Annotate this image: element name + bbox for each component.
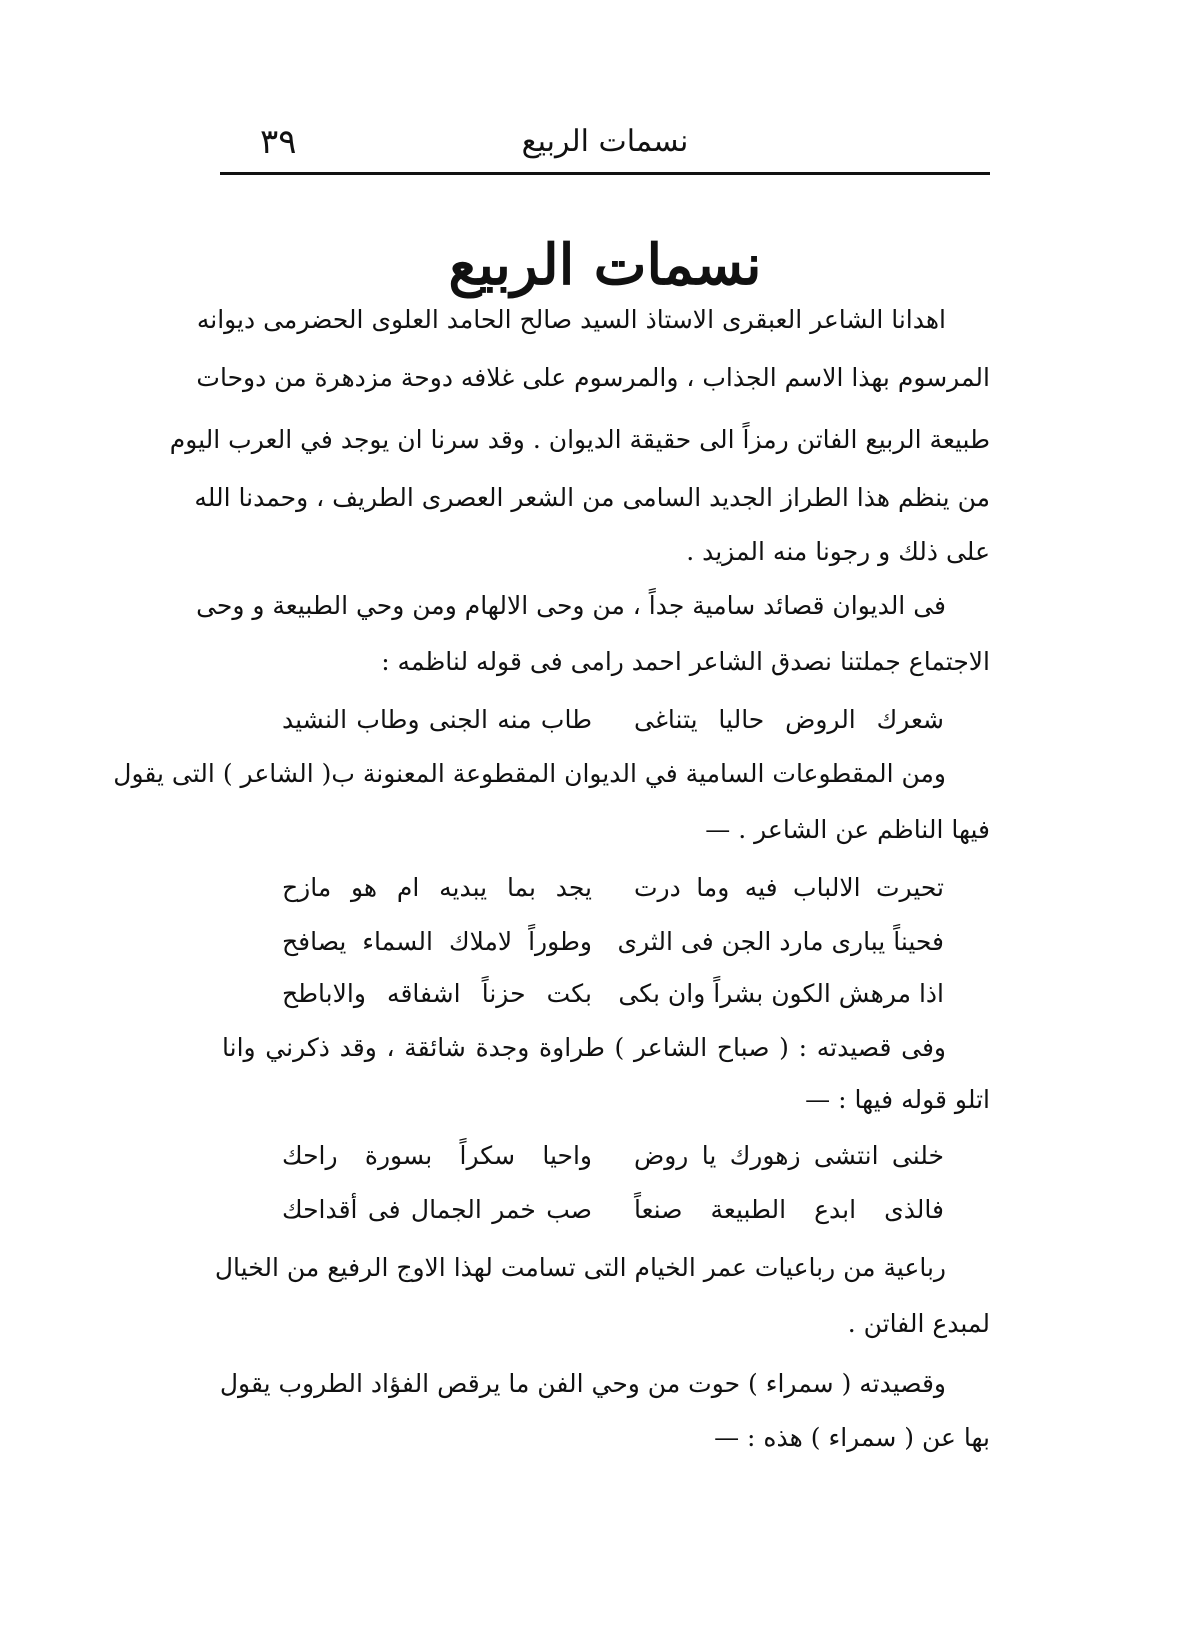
paragraph-2-line-2: الاجتماع جملتنا نصدق الشاعر احمد رامى فى قوله لناظمه : (381, 647, 990, 676)
verse-first-hemistich: فحيناً يبارى مارد الجن فى الثرى (617, 927, 944, 956)
verse-first-hemistich: فالذى ابدع الطبيعة صنعاً (634, 1195, 944, 1224)
page-number: ٣٩ (260, 122, 297, 162)
paragraph-2-line-1: فى الديوان قصائد سامية جداً ، من وحى الالهام ومن وحي الطبيعة و وحى (196, 591, 946, 620)
paragraph-5-line-2: لمبدع الفاتن . (847, 1309, 990, 1338)
verse-second-hemistich: واحيا سكراً بسورة راحك (282, 1141, 592, 1170)
verse-line (222, 1190, 990, 1230)
paragraph-1-line-3: طبيعة الربيع الفاتن رمزاً الى حقيقة الديوان . وقد سرنا ان يوجد في العرب اليوم (169, 425, 990, 454)
verse-first-hemistich: شعرك الروض حاليا يتناغى (634, 705, 944, 734)
paragraph-4-line-2: اتلو قوله فيها : — (805, 1085, 990, 1114)
header-rule (220, 172, 990, 175)
verse-first-hemistich: تحيرت الالباب فيه وما درت (634, 873, 944, 902)
paragraph-1-line-1: اهدانا الشاعر العبقرى الاستاذ السيد صالح الحامد العلوى الحضرمى ديوانه (196, 305, 946, 334)
article-title: نسمات الربيع (448, 232, 762, 298)
paragraph-6-line-1: وقصيدته ( سمراء ) حوت من وحي الفن ما يرقص الفؤاد الطروب يقول (219, 1369, 946, 1398)
running-head (220, 118, 990, 168)
paragraph-1-line-5: على ذلك و رجونا منه المزيد . (686, 537, 990, 566)
verse-line (222, 974, 990, 1014)
running-title: نسمات الربيع (521, 124, 689, 159)
paragraph-6-line-2: بها عن ( سمراء ) هذه : — (714, 1423, 990, 1452)
verse-second-hemistich: طاب منه الجنى وطاب النشيد (282, 705, 592, 734)
paragraph-4-line-1: وفى قصيدته : ( صباح الشاعر ) طراوة وجدة شائقة ، وقد ذكرني وانا (222, 1033, 946, 1062)
verse-first-hemistich: خلنى انتشى زهورك يا روض (634, 1141, 944, 1170)
verse-line (222, 922, 990, 962)
verse-line (222, 700, 990, 740)
verse-second-hemistich: صب خمر الجمال فى أقداحك (282, 1195, 592, 1224)
verse-second-hemistich: بكت حزناً اشفاقه والاباطح (282, 979, 592, 1008)
paragraph-5-line-1: رباعية من رباعيات عمر الخيام التى تسامت لهذا الاوج الرفيع من الخيال (214, 1253, 946, 1282)
paragraph-3-line-1: ومن المقطوعات السامية في الديوان المقطوعة المعنونة ب( الشاعر ) التى يقول (113, 759, 946, 788)
verse-first-hemistich: اذا مرهش الكون بشراً وان بكى (618, 979, 944, 1008)
paragraph-1-line-2: المرسوم بهذا الاسم الجذاب ، والمرسوم على غلافه دوحة مزدهرة من دوحات (196, 363, 990, 392)
verse-line (222, 868, 990, 908)
verse-second-hemistich: يجد بما يبديه ام هو مازح (282, 873, 592, 902)
paragraph-1-line-4: من ينظم هذا الطراز الجديد السامى من الشعر العصرى الطريف ، وحمدنا الله (194, 483, 990, 512)
verse-second-hemistich: وطوراً لاملاك السماء يصافح (282, 927, 592, 956)
paragraph-3-line-2: فيها الناظم عن الشاعر . — (705, 815, 990, 844)
verse-line (222, 1136, 990, 1176)
